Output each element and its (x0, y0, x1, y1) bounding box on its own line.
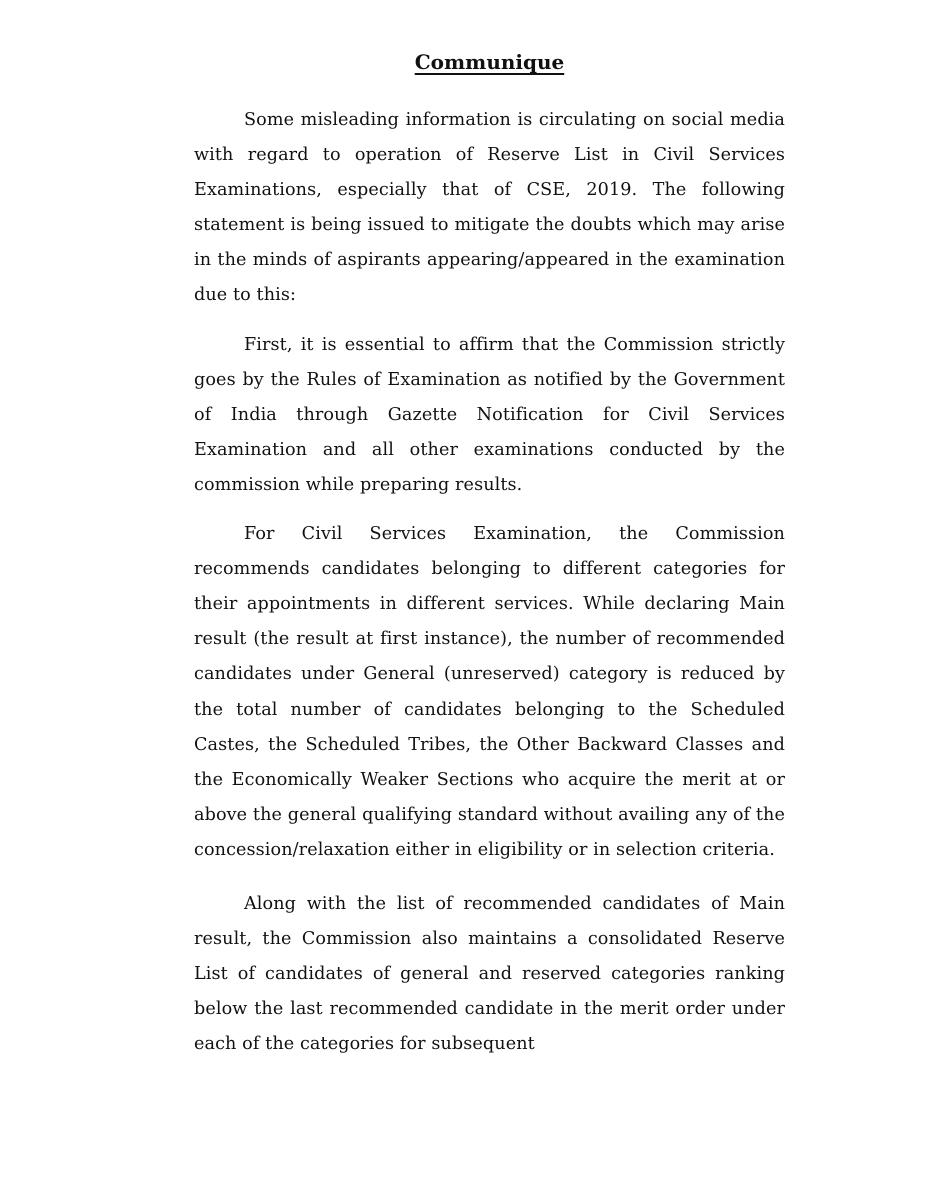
document-title: Communique (414, 50, 565, 74)
paragraph-misleading-information: Some misleading information is circulating on social media with regard to operation of Reserve List in Civil Services Examinations, especially that of CSE, 2019. The following statement is being issued to mitigate the doubts which may arise in the minds of aspirants appearing/appeared in the examination due to this: (194, 110, 785, 306)
paragraph-reserve-list: Along with the list of recommended candidates of Main result, the Commission also maintains a consolidated Reserve List of candidates of general and reserved categories ranking below the last recommended candidate in the merit order under each of the categories for subsequent (194, 893, 785, 1055)
paragraph-category-recommendation: For Civil Services Examination, the Commission recommends candidates belonging to different categories for their appointments in different services. While declaring Main result (the result at first instance), the number of recommended candidates under General (unreserved) category is reduced by the total number of candidates belonging to the Scheduled Castes, the Scheduled Tribes, the Other Backward Classes and the Economically Weaker Sections who acquire the merit at or above the general qualifying standard without availing any of the concession/relaxation either in eligibility or in selection criteria. (194, 524, 785, 860)
document-body (194, 48, 785, 1076)
paragraph-rules-of-examination: First, it is essential to affirm that the Commission strictly goes by the Rules of Examination as notified by the Government of India through Gazette Notification for Civil Services Examination and all other examinations conducted by the commission while preparing results. (194, 334, 785, 495)
